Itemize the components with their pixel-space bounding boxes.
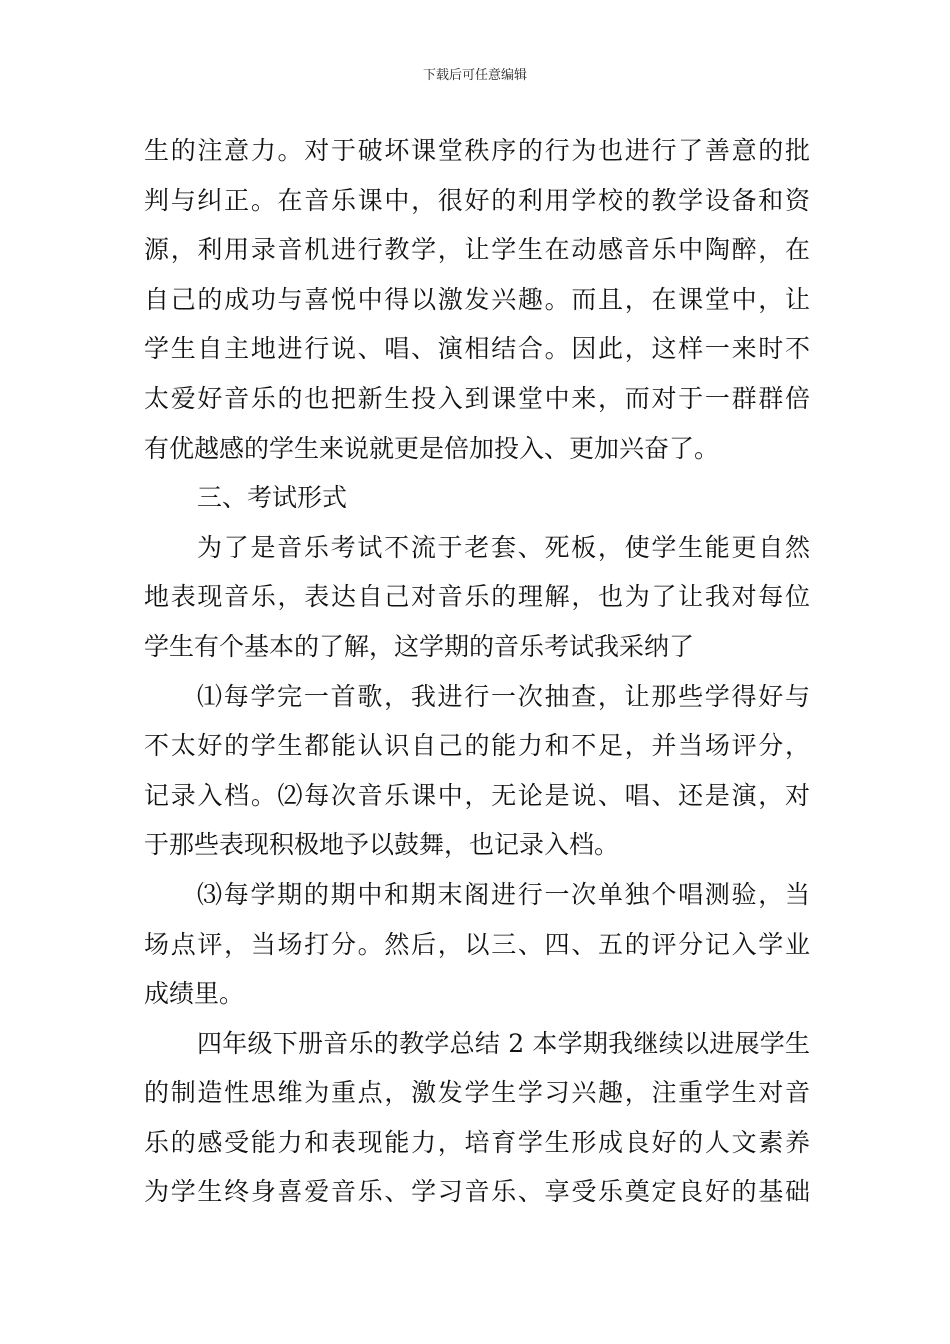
text-line: 乐的感受能力和表现能力，培育学生形成良好的人文素养 — [144, 1127, 810, 1157]
page-header: 下载后可任意编辑 — [422, 68, 527, 83]
text-line: 学生有个基本的了解，这学期的音乐考试我采纳了 — [144, 631, 695, 661]
text-line: 太爱好音乐的也把新生投入到课堂中来，而对于一群群倍 — [144, 383, 810, 413]
text-line: 源，利用录音机进行教学，让学生在动感音乐中陶醉，在 — [144, 235, 810, 265]
text-line: 自己的成功与喜悦中得以激发兴趣。而且，在课堂中，让 — [144, 284, 810, 314]
text-line: 不太好的学生都能认识自己的能力和不足，并当场评分， — [144, 731, 810, 761]
text-line: 四年级下册音乐的教学总结 2 本学期我继续以进展学生 — [197, 1028, 810, 1058]
text-line: 的制造性思维为重点，激发学生学习兴趣，注重学生对音 — [144, 1078, 810, 1108]
text-line: 地表现音乐，表达自己对音乐的理解，也为了让我对每位 — [144, 582, 810, 612]
text-line: 成绩里。 — [144, 979, 245, 1009]
text-line: 为了是音乐考试不流于老套、死板，使学生能更自然 — [197, 532, 810, 562]
text-line: 于那些表现积极地予以鼓舞，也记录入档。 — [144, 830, 620, 860]
text-line: 三、考试形式 — [197, 483, 348, 513]
text-line: 学生自主地进行说、唱、演相结合。因此，这样一来时不 — [144, 334, 810, 364]
text-line: 为学生终身喜爱音乐、学习音乐、享受乐奠定良好的基础 — [144, 1177, 810, 1207]
text-line: 有优越感的学生来说就更是倍加投入、更加兴奋了。 — [144, 433, 720, 463]
document-body — [144, 126, 810, 1217]
text-line: 记录入档。⑵每次音乐课中，无论是说、唱、还是演，对 — [144, 780, 810, 810]
text-line: ⑴每学完一首歌，我进行一次抽查，让那些学得好与 — [197, 681, 810, 711]
text-line: ⑶每学期的期中和期末阁进行一次单独个唱测验，当 — [197, 879, 810, 909]
text-line: 场点评，当场打分。然后，以三、四、五的评分记入学业 — [144, 929, 810, 959]
text-line: 判与纠正。在音乐课中，很好的利用学校的教学设备和资 — [144, 185, 810, 215]
text-line: 生的注意力。对于破坏课堂秩序的行为也进行了善意的批 — [144, 136, 810, 165]
